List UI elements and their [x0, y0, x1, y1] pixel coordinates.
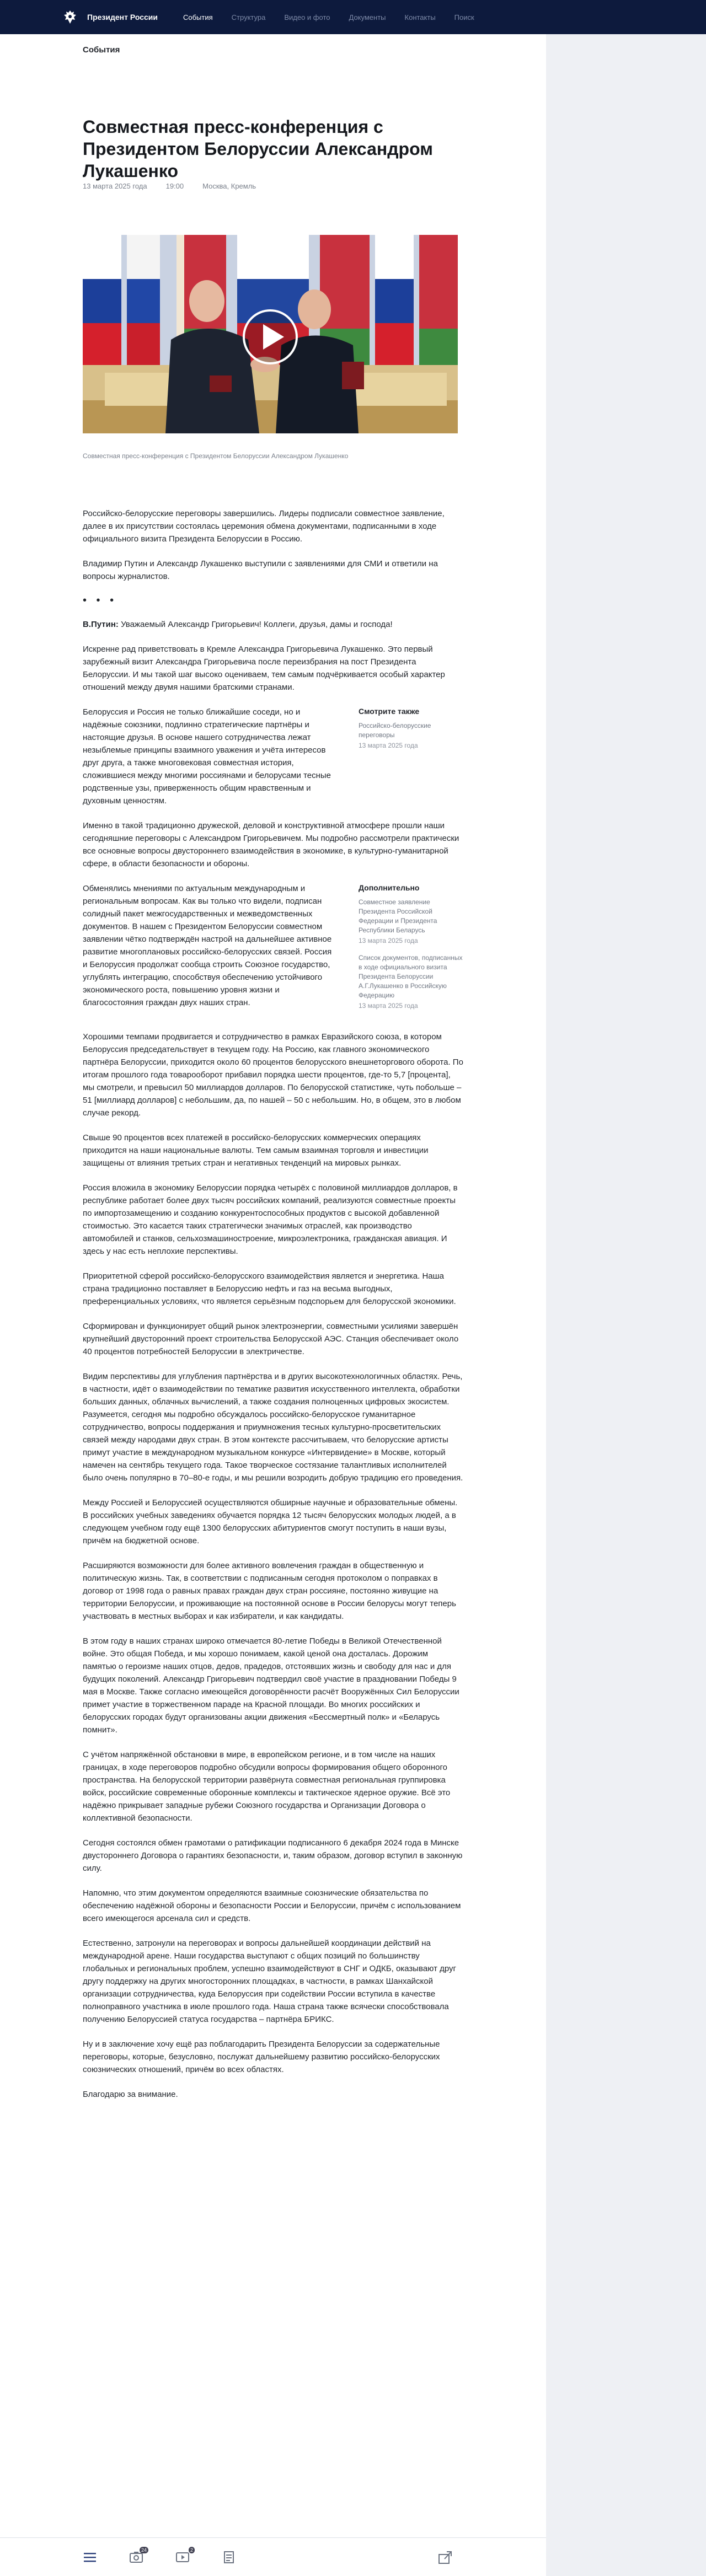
paragraph: Владимир Путин и Александр Лукашенко выступили с заявлениями для СМИ и ответили на вопросы журналистов. [83, 559, 438, 581]
paragraph: Видим перспективы для углубления партнёрства и в других высокотехнологичных областях. Речь, в частности, идёт о взаимодействии по тематике развития искусственного интеллекта, обработки больших данных, облачных вычислений, а также создания полноценных цифровых экосистем. Разумеется, сегодня мы подробно обсуждалось российско-белорусское гуманитарное сотрудничество, вопросы поддержания и приумножения тесных культурно-просветительских связей между народами двух стран. В этом контексте рассчитываем, что белорусские артисты примут участие в международном музыкальном конкурсе «Интервидение» в Москве, который намечен на сентябрь текущего года. Такое творческое состязание талантливых исполнителей было очень популярно в 70–80-е годы, и мы решили возродить добрую традицию его проведения. [83, 1372, 463, 1483]
paragraph: Россия вложила в экономику Белоруссии порядка четырёх с половиной миллиардов долларов, в республике работает более двух тысяч российских компаний, реализуются совместные проекты по импортозамещению и созданию конкурентоспособных продуктов с высокой добавленной стоимостью. Это касается таких стратегически значимых отраслей, как производство автомобилей и станков, сельхозмашиностроение, микроэлектроника, гражданская авиация. И здесь у нас есть неплохие перспективы. [83, 1183, 458, 1256]
paragraph: Напомню, что этим документом определяются взаимные союзнические обязательства по обеспечению надёжной обороны и безопасности России и Белоруссии, причём с использованием всего имеющегося арсенала сил и средств. [83, 1888, 461, 1923]
photo-caption: Совместная пресс-конференция с Президентом Белоруссии Александром Лукашенко [83, 452, 349, 460]
see-also-item[interactable] [359, 721, 463, 750]
article-date: 13 марта 2025 года [83, 182, 147, 190]
paragraph-column [83, 882, 333, 1018]
video-icon[interactable] [175, 2547, 193, 2564]
paragraph: Обменялись мнениями по актуальным международным и региональным вопросам. Как вы только что видели, подписан солидный пакет межгосударственных и межведомственных документов. В нашем с Президентом Белоруссии совместном заявлении чётко подтверждён настрой на дальнейшее активное развитие многоплановых российско-белорусских связей. Россия и Белоруссия продолжат сообща строить Союзное государство, углублять интеграцию, способствуя обеспечению устойчивого экономического роста, повышению уровня жизни и благосостояния граждан двух наших стран. [83, 884, 332, 1007]
paragraph: С учётом напряжённой обстановки в мире, в европейском регионе, и в том числе на наших границах, в ходе переговоров подробно обсудили вопросы формирования общего оборонного пространства. На белорусской территории развёрнута совместная региональная группировка войск, российские современные оборонные комплексы и тактическое ядерное оружие. Всё это надёжно прикрывает западные рубежи Союзного государства и Организации Договора о коллективной безопасности. [83, 1750, 451, 1823]
see-also-aside [359, 706, 463, 807]
photo-icon[interactable] [129, 2547, 147, 2564]
separator-dots: • • • [83, 594, 117, 607]
additional-item[interactable] [359, 898, 463, 946]
paragraph: Расширяются возможности для более активного вовлечения граждан в общественную и политическую жизнь. Так, в соответствии с подписанным сегодня протоколом о поправках в договор от 1998 года о равных правах граждан двух стран россияне, постоянно живущие на территории Белоруссии, и проживающие на постоянной основе в России белорусы могут теперь участвовать в местных выборах и как избиратели, и как кандидаты. [83, 1561, 456, 1621]
paragraph: Свыше 90 процентов всех платежей в российско-белорусских коммерческих операциях приходится на наши национальные валюты. Тем самым взаимная торговля и инвестиции защищены от влияния третьих стран и негативных тенденций на мировых рынках. [83, 1133, 429, 1168]
additional-item-title[interactable]: Совместное заявление Президента Российской Федерации и Президента Республики Беларусь [359, 898, 437, 934]
paragraph-text: Уважаемый Александр Григорьевич! Коллеги, друзья, дамы и господа! [118, 620, 393, 629]
paragraph-column [83, 706, 333, 807]
coat-of-arms-icon[interactable] [62, 8, 78, 26]
paragraph: В этом году в наших странах широко отмечается 80-летие Победы в Великой Отечественной войне. Это общая Победа, и мы хорошо понимаем, какой ценой она досталась. Дорожим памятью о героизме наших отцов, дедов, прадедов, отстоявших жизнь и свободу для нас и для будущих поколений. Александр Григорьевич подтвердил своё участие в праздновании Победы 9 мая в Москве. Также согласно имеющейся договорённости расчёт Вооружённых Сил Белоруссии примет участие в торжественном параде на Красной площади. Во многих российских и белорусских городах будут организованы акции движения «Бессмертный полк» и «Беларусь помнит». [83, 1636, 459, 1735]
site-title-link[interactable]: Президент России [87, 13, 158, 22]
paragraph: Приоритетной сферой российско-белорусского взаимодействия является и энергетика. Наша страна традиционно поставляет в Белоруссию нефть и газ на весьма выгодных, преференциальных условиях, что является серьёзным подспорьем для белорусской экономики. [83, 1271, 456, 1306]
photo-count-badge: 24 [140, 2547, 148, 2553]
paragraph: Российско-белорусские переговоры завершились. Лидеры подписали совместное заявление, далее в их присутствии состоялась церемония обмена документами, подписанными в ходе официального визита Президента Белоруссии в Россию. [83, 509, 445, 544]
nav-item-events[interactable]: События [183, 13, 213, 22]
paragraph: Естественно, затронули на переговорах и вопросы дальнейшей координации действий на международной арене. Наши государства выступают с общих позиций по большинству глобальных и региональных проблем, успешно взаимодействуют в СНГ и ОДКБ, оказывают друг другу поддержку на других многосторонних площадках, в частности, в рамках Шанхайской организации сотрудничества, куда Белоруссия при содействии России вступила в качестве полноправного участника в июле прошлого года. Наша страна также всячески способствовала получению Белоруссией статуса государства – партнёра БРИКС. [83, 1939, 457, 2024]
speaker-name: В.Путин: [83, 620, 119, 629]
additional-aside [359, 882, 463, 1018]
nav-item-structure[interactable]: Структура [231, 13, 266, 22]
nav-item-contacts[interactable]: Контакты [404, 13, 436, 22]
paragraph: Благодарю за внимание. [83, 2090, 178, 2099]
documents-icon[interactable] [222, 2550, 236, 2564]
paragraph-with-aside [83, 706, 463, 807]
paragraph: Хорошими темпами продвигается и сотрудничество в рамках Евразийского союза, в котором Белоруссия председательствует в текущем году. На Россию, как главного экономического партнёра Белоруссии, приходится около 60 процентов белорусского внешнеторгового оборота. По итогам прошлого года товарооборот прибавил порядка шести процентов, где-то 5,7 [процента], мы смотрели, и превысил 50 миллиардов долларов. По белорусской статистике, чуть побольше – 51 [миллиард долларов] с небольшим, да, по нашей – 50 с небольшим. Но, в общем, это в любом случае рекорд. [83, 1032, 463, 1118]
nav-item-video-photo[interactable]: Видео и фото [284, 13, 330, 22]
paragraph: Искренне рад приветствовать в Кремле Александра Григорьевича Лукашенко. Это первый зарубежный визит Александра Григорьевича после переизбрания на пост Президента Белоруссии. И мы такой шаг высоко оцениваем, тем самым подчёркивается особый характер отношений между двумя нашими братскими странами. [83, 645, 445, 692]
see-also-item-title[interactable]: Российско-белорусские переговоры [359, 722, 431, 739]
paragraph: Сформирован и функционирует общий рынок электроэнергии, совместными усилиями завершён крупнейший двусторонний проект строительства Белорусской АЭС. Станция обеспечивает около 40 процентов потребностей Белоруссии в электричестве. [83, 1322, 459, 1356]
main-nav [183, 13, 474, 22]
additional-item-title[interactable]: Список документов, подписанных в ходе официального визита Президента Белоруссии А.Г.Лукашенко в Российскую Федерацию [359, 954, 463, 999]
menu-icon[interactable] [83, 2550, 97, 2564]
paragraph: Именно в такой традиционно дружеской, деловой и конструктивной атмосфере прошли наши сегодняшние переговоры с Александром Григорьевичем. Мы подробно рассмотрели практически все основные вопросы двустороннего взаимодействия в экономике, в культурно-гуманитарной сфере, в области безопасности и обороны. [83, 821, 459, 868]
paragraph: Ну и в заключение хочу ещё раз поблагодарить Президента Белоруссии за содержательные переговоры, которые, безусловно, послужат дальнейшему развитию российско-белорусских союзнических отношений, причём во всех областях. [83, 2040, 440, 2074]
top-navigation-bar [0, 0, 706, 34]
additional-heading: Дополнительно [359, 883, 420, 892]
article-place: Москва, Кремль [202, 182, 256, 190]
see-also-item-date: 13 марта 2025 года [359, 742, 418, 749]
bottom-toolbar [0, 2537, 546, 2576]
article-hero-video[interactable] [83, 235, 458, 433]
section-label[interactable]: События [83, 45, 120, 55]
article-body [83, 507, 463, 2113]
hero-photo-illustration [83, 235, 458, 433]
paragraph: Сегодня состоялся обмен грамотами о ратификации подписанного 6 декабря 2024 года в Минске двустороннего Договора о гарантиях безопасности, и, таким образом, договор вступил в законную силу. [83, 1838, 463, 1873]
paragraph [83, 618, 463, 631]
nav-item-search[interactable]: Поиск [454, 13, 474, 22]
additional-item[interactable] [359, 953, 463, 1011]
article-meta [83, 182, 256, 190]
additional-item-date: 13 марта 2025 года [359, 1002, 418, 1010]
paragraph: Между Россией и Белоруссией осуществляются обширные научные и образовательные обмены. В российских учебных заведениях обучается порядка 12 тысяч белорусских молодых людей, а в следующем учебном году ещё 1300 белорусских абитуриентов смогут поступить в наши вузы, причём на бюджетной основе. [83, 1498, 458, 1545]
nav-item-documents[interactable]: Документы [349, 13, 386, 22]
article-time: 19:00 [165, 182, 184, 190]
see-also-heading: Смотрите также [359, 707, 420, 716]
paragraph-with-aside [83, 882, 463, 1018]
paragraph: Белоруссия и Россия не только ближайшие соседи, но и надёжные союзники, подлинно стратегические партнёры и настоящие друзья. В основе нашего сотрудничества лежат незыблемые принципы взаимного уважения и учёта интересов друг друга, а также многовековая совместная история, сложившиеся между многими россиянами и белорусами тесные родственные узы, приверженность общим нравственным и духовным ценностям. [83, 707, 331, 806]
video-count-badge: 2 [189, 2547, 195, 2553]
article-title: Совместная пресс-конференция с Президентом Белоруссии Александром Лукашенко [83, 117, 433, 181]
additional-item-date: 13 марта 2025 года [359, 937, 418, 944]
right-margin-area [546, 34, 706, 2576]
share-icon[interactable] [438, 2550, 452, 2564]
